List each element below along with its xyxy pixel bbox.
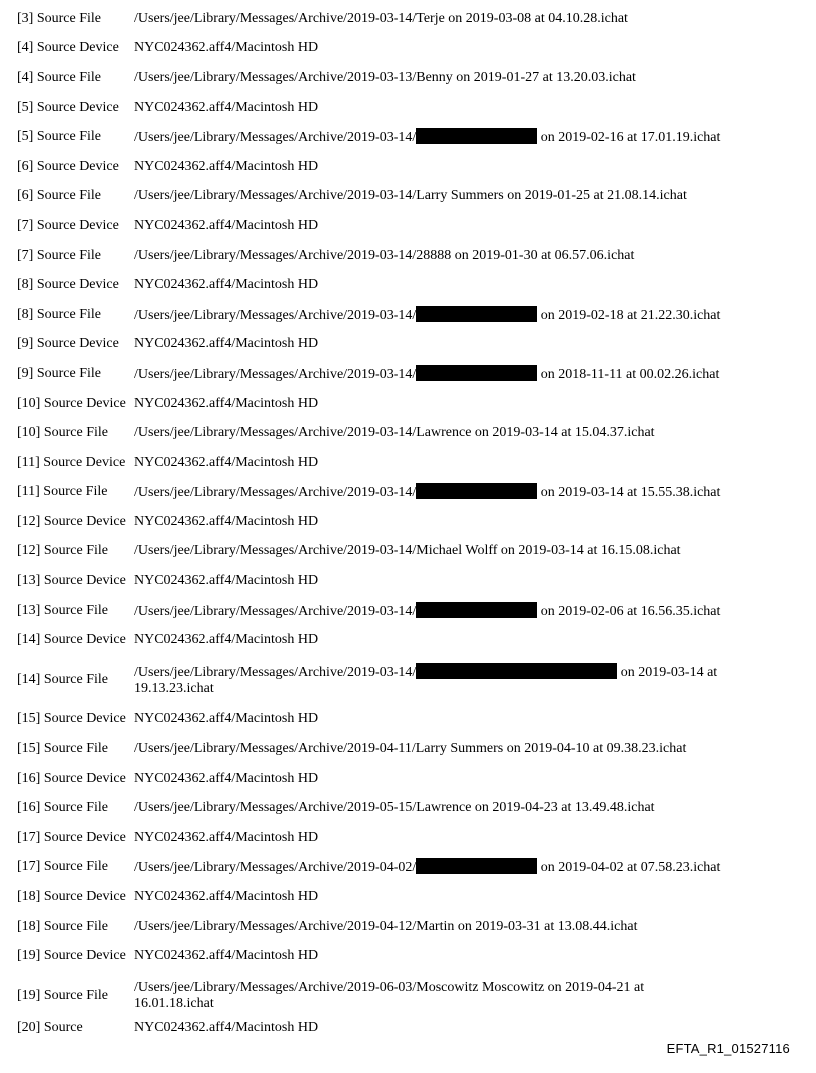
entry-row — [17, 976, 797, 1016]
entry-value: NYC024362.aff4/Macintosh HD — [134, 770, 319, 786]
entry-row — [17, 858, 797, 878]
entry-value — [134, 602, 797, 620]
entry-row — [17, 660, 797, 700]
entry-value: NYC024362.aff4/Macintosh HD — [134, 40, 319, 56]
redaction-box — [416, 858, 537, 874]
entry-value: NYC024362.aff4/Macintosh HD — [134, 573, 319, 589]
entry-row — [17, 147, 797, 187]
entry-value: /Users/jee/Library/Messages/Archive/2019-03-14/Michael Wolff on 2019-03-14 at 16.15.08.ichat — [134, 543, 681, 559]
entry-row — [17, 877, 797, 917]
entry-row — [17, 206, 797, 246]
path-suffix: on 2019-04-02 at 07.58.23.ichat — [537, 860, 721, 876]
entry-row — [17, 798, 797, 818]
entry-label: [17] Source Device — [17, 829, 126, 845]
path-prefix: /Users/jee/Library/Messages/Archive/2019-04-02/ — [134, 860, 417, 876]
entry-row — [17, 265, 797, 305]
entry-row — [17, 364, 797, 384]
path-first-line: /Users/jee/Library/Messages/Archive/2019-06-03/Moscowitz Moscowitz on 2019-04-21 at — [134, 979, 645, 995]
entry-row — [17, 325, 797, 365]
entry-row — [17, 68, 797, 88]
path-suffix: on 2019-03-14 at — [617, 664, 718, 680]
entry-value — [134, 858, 797, 876]
entry-label: [6] Source File — [17, 188, 101, 204]
path-prefix: /Users/jee/Library/Messages/Archive/2019-03-14/ — [134, 485, 417, 501]
entry-value: /Users/jee/Library/Messages/Archive/2019-03-13/Benny on 2019-01-27 at 13.20.03.ichat — [134, 69, 636, 85]
entry-label: [16] Source File — [17, 800, 108, 816]
entry-label: [15] Source Device — [17, 711, 126, 727]
entry-label: [7] Source Device — [17, 217, 119, 233]
entry-row — [17, 739, 797, 759]
entry-value — [134, 128, 797, 146]
entry-label: [18] Source File — [17, 918, 108, 934]
entry-label: [4] Source Device — [17, 40, 119, 56]
entry-label: [16] Source Device — [17, 770, 126, 786]
entry-label: [5] Source File — [17, 129, 101, 145]
redaction-box — [416, 365, 537, 381]
redaction-box — [416, 663, 617, 679]
entry-row — [17, 88, 797, 128]
entry-label: [4] Source File — [17, 69, 101, 85]
redaction-box — [416, 306, 537, 322]
entry-label: [14] Source File — [17, 671, 108, 687]
entry-value: NYC024362.aff4/Macintosh HD — [134, 336, 319, 352]
entry-row — [17, 443, 797, 483]
entry-label: [11] Source Device — [17, 454, 126, 470]
entry-value: /Users/jee/Library/Messages/Archive/2019-03-14/28888 on 2019-01-30 at 06.57.06.ichat — [134, 247, 635, 263]
entry-value: NYC024362.aff4/Macintosh HD — [134, 217, 319, 233]
path-suffix: on 2019-02-16 at 17.01.19.ichat — [537, 130, 721, 146]
entry-label: [13] Source Device — [17, 573, 126, 589]
entry-value: NYC024362.aff4/Macintosh HD — [134, 277, 319, 293]
entry-row — [17, 483, 797, 503]
entry-value: NYC024362.aff4/Macintosh HD — [134, 632, 319, 648]
entry-row — [17, 384, 797, 424]
path-prefix: /Users/jee/Library/Messages/Archive/2019-03-14/ — [134, 603, 417, 619]
entry-row — [17, 759, 797, 799]
entry-label: [5] Source Device — [17, 99, 119, 115]
path-continuation: 19.13.23.ichat — [134, 680, 214, 696]
entry-value: /Users/jee/Library/Messages/Archive/2019-03-14/Larry Summers on 2019-01-25 at 21.08.14.ichat — [134, 188, 687, 204]
entry-value: /Users/jee/Library/Messages/Archive/2019-04-11/Larry Summers on 2019-04-10 at 09.38.23.ichat — [134, 741, 687, 757]
entry-value — [134, 365, 797, 383]
entry-label: [19] Source File — [17, 987, 108, 1003]
entry-value — [134, 306, 797, 324]
entry-value: /Users/jee/Library/Messages/Archive/2019-03-14/Terje on 2019-03-08 at 04.10.28.ichat — [134, 10, 628, 26]
entry-row — [17, 818, 797, 858]
entry-value: NYC024362.aff4/Macintosh HD — [134, 948, 319, 964]
entry-row — [17, 700, 797, 740]
entry-label: [19] Source Device — [17, 948, 126, 964]
entry-row — [17, 187, 797, 207]
bates-number: EFTA_R1_01527116 — [666, 1041, 790, 1056]
entry-label: [9] Source Device — [17, 336, 119, 352]
entry-value: NYC024362.aff4/Macintosh HD — [134, 395, 319, 411]
path-suffix: on 2019-02-18 at 21.22.30.ichat — [537, 307, 721, 323]
entry-row — [17, 620, 797, 660]
entry-value: NYC024362.aff4/Macintosh HD — [134, 1019, 319, 1035]
entry-label: [20] Source — [17, 1019, 83, 1035]
path-prefix: /Users/jee/Library/Messages/Archive/2019-03-14/ — [134, 366, 417, 382]
entry-label: [15] Source File — [17, 741, 108, 757]
path-prefix: /Users/jee/Library/Messages/Archive/2019-03-14/ — [134, 307, 417, 323]
path-suffix: on 2019-03-14 at 15.55.38.ichat — [537, 485, 721, 501]
entry-row — [17, 29, 797, 69]
entry-value: NYC024362.aff4/Macintosh HD — [134, 889, 319, 905]
entry-value: /Users/jee/Library/Messages/Archive/2019-05-15/Lawrence on 2019-04-23 at 13.49.48.ichat — [134, 800, 655, 816]
redaction-box — [416, 483, 537, 499]
entry-value: NYC024362.aff4/Macintosh HD — [134, 513, 319, 529]
entry-row — [17, 1016, 797, 1044]
entry-row — [17, 936, 797, 976]
entry-value — [134, 663, 797, 697]
entry-value: NYC024362.aff4/Macintosh HD — [134, 99, 319, 115]
entry-row — [17, 305, 797, 325]
entry-label: [18] Source Device — [17, 889, 126, 905]
entry-value: NYC024362.aff4/Macintosh HD — [134, 711, 319, 727]
entry-label: [10] Source Device — [17, 395, 126, 411]
entry-value: NYC024362.aff4/Macintosh HD — [134, 829, 319, 845]
path-prefix: /Users/jee/Library/Messages/Archive/2019-03-14/ — [134, 130, 417, 146]
entry-row — [17, 423, 797, 443]
entry-label: [14] Source Device — [17, 632, 126, 648]
entry-label: [9] Source File — [17, 365, 101, 381]
redaction-box — [416, 602, 537, 618]
entry-row — [17, 9, 797, 29]
entry-label: [7] Source File — [17, 247, 101, 263]
entry-row — [17, 601, 797, 621]
entry-row — [17, 917, 797, 937]
entry-value: NYC024362.aff4/Macintosh HD — [134, 158, 319, 174]
entry-row — [17, 561, 797, 601]
entry-label: [12] Source Device — [17, 513, 126, 529]
entry-label: [13] Source File — [17, 602, 108, 618]
redaction-box — [416, 128, 537, 144]
entry-label: [12] Source File — [17, 543, 108, 559]
entry-row — [17, 127, 797, 147]
entry-label: [10] Source File — [17, 425, 108, 441]
path-prefix: /Users/jee/Library/Messages/Archive/2019-03-14/ — [134, 664, 417, 680]
entry-label: [6] Source Device — [17, 158, 119, 174]
entry-value: NYC024362.aff4/Macintosh HD — [134, 454, 319, 470]
entry-label: [17] Source File — [17, 859, 108, 875]
entry-label: [3] Source File — [17, 10, 101, 26]
entry-label: [8] Source Device — [17, 277, 119, 293]
path-suffix: on 2018-11-11 at 00.02.26.ichat — [537, 366, 720, 382]
path-continuation: 16.01.18.ichat — [134, 995, 214, 1011]
entry-row — [17, 542, 797, 562]
entry-label: [11] Source File — [17, 484, 108, 500]
entry-row — [17, 246, 797, 266]
path-suffix: on 2019-02-06 at 16.56.35.ichat — [537, 603, 721, 619]
entry-value — [134, 980, 797, 1012]
entry-row — [17, 502, 797, 542]
entry-label: [8] Source File — [17, 306, 101, 322]
entry-value — [134, 483, 797, 501]
document-body — [17, 9, 797, 1044]
entry-value: /Users/jee/Library/Messages/Archive/2019-04-12/Martin on 2019-03-31 at 13.08.44.ichat — [134, 918, 638, 934]
entry-value: /Users/jee/Library/Messages/Archive/2019-03-14/Lawrence on 2019-03-14 at 15.04.37.ichat — [134, 425, 655, 441]
